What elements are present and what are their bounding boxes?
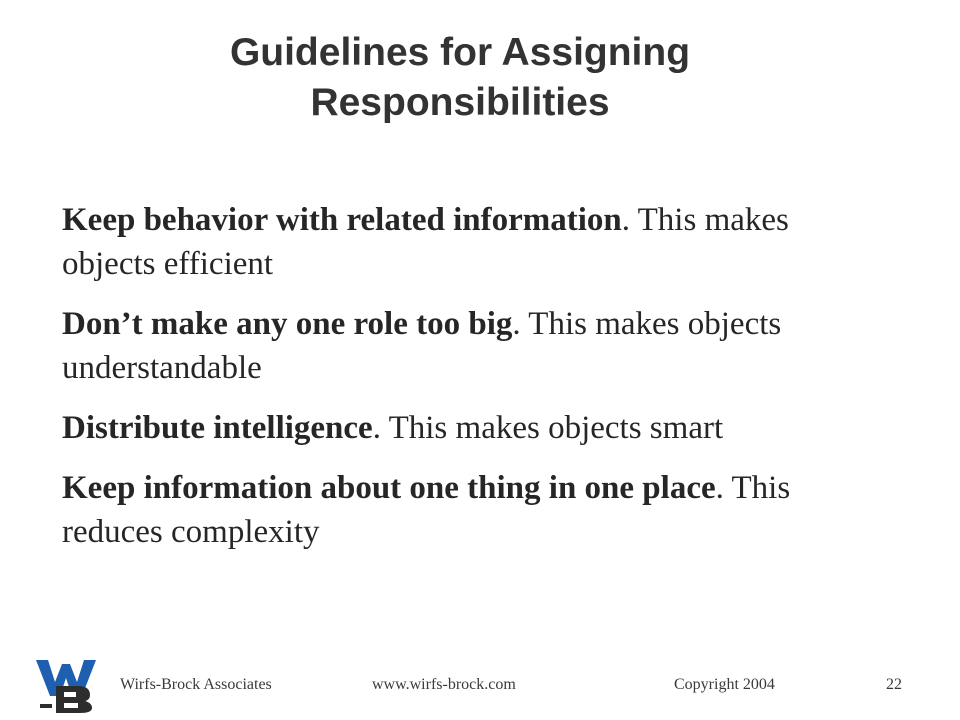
bullet-text: . This makes objects smart bbox=[372, 410, 724, 446]
bullet-text: . This makes objects efficient bbox=[62, 202, 789, 282]
bullet-emphasis: Don’t make any one role too big bbox=[62, 306, 513, 342]
footer-company: Wirfs-Brock Associates bbox=[120, 676, 272, 693]
footer-copyright: Copyright 2004 bbox=[674, 676, 775, 693]
bullet-item bbox=[62, 406, 862, 450]
bullet-text: . This makes objects understandable bbox=[62, 306, 782, 386]
slide-title: Guidelines for Assigning Responsibilities bbox=[229, 31, 691, 124]
bullet-emphasis: Keep behavior with related information bbox=[62, 202, 622, 238]
bullet-text: . This reduces complexity bbox=[62, 470, 791, 550]
bullet-item bbox=[62, 198, 862, 286]
bullet-emphasis: Keep information about one thing in one place bbox=[62, 470, 716, 506]
bullet-item bbox=[62, 302, 862, 390]
bullet-item bbox=[62, 466, 862, 554]
bullet-emphasis: Distribute intelligence bbox=[62, 410, 373, 446]
wb-logo bbox=[30, 656, 102, 714]
page-number: 22 bbox=[886, 676, 902, 693]
bullet-list bbox=[62, 198, 862, 570]
footer-website: www.wirfs-brock.com bbox=[372, 676, 516, 693]
